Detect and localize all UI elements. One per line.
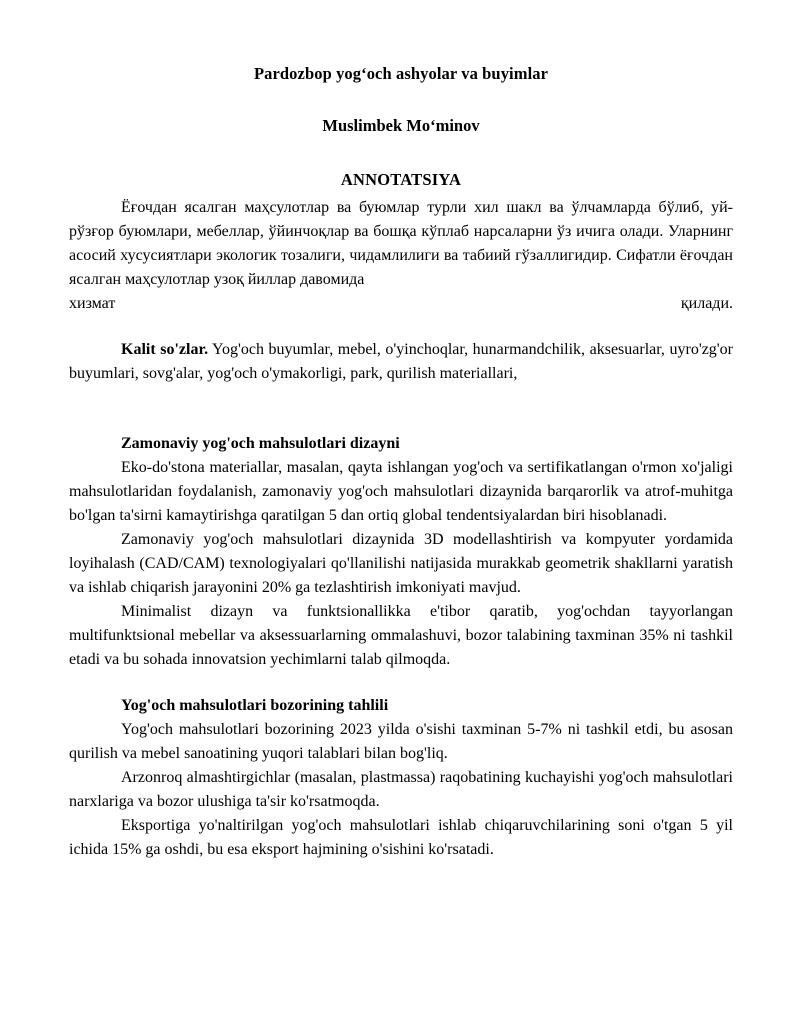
document-text-column <box>69 0 733 862</box>
spacer <box>69 316 733 338</box>
annotation-heading: ANNOTATSIYA <box>340 169 462 189</box>
keywords-list: Yog'och buyumlar, mebel, o'yinchoqlar, hunarmandchilik, aksesuarlar, uyro'zg'or buyumlari, sovg'alar, yog'och o'ymakorligi, park, qurilish materiallari, <box>69 340 734 382</box>
section-2-paragraph-2: Arzonroq almashtirgichlar (masalan, plastmassa) raqobatining kuchayishi yog'och mahsulotlari narxlariga va bozor ulushiga ta'sir ko'rsatmoqda. <box>69 768 733 810</box>
annotation-last-line-right: қилади. <box>680 294 733 312</box>
spacer <box>69 672 733 694</box>
section-1-paragraph-2: Zamonaviy yog'och mahsulotlari dizaynida 3D modellashtirish va kompyuter yordamida loyihalash (CAD/CAM) texnologiyalari qo'llanilishi natijasida murakkab geometrik shakllarni yaratish va ishlab chiqarish jarayonini 20% ga tezlashtirish imkoniyati mavjud. <box>69 530 733 596</box>
annotation-last-line-left: хизмат <box>69 294 116 312</box>
section-1-paragraph-3: Minimalist dizayn va funktsionallikka e'tibor qaratib, yog'ochdan tayyorlangan multifunktsional mebellar va aksessuarlarning ommalashuvi, bozor talabining taxminan 35% ni tashkil etadi va bu sohada innovatsion yechimlarni talab qilmoqda. <box>69 602 733 668</box>
section-2-paragraph-1: Yog'och mahsulotlari bozorining 2023 yilda o'sishi taxminan 5-7% ni tashkil etdi, bu asosan qurilish va mebel sanoatining yuqori talablari bilan bog'liq. <box>69 720 733 762</box>
page-title: Pardozbop yog‘och ashyolar va buyimlar <box>253 64 549 83</box>
section-2-paragraph-3: Eksportiga yo'naltirilgan yog'och mahsulotlari ishlab chiqaruvchilarining soni o'tgan 5 yil ichida 15% ga oshdi, bu esa eksport hajmining o'sishini ko'rsatadi. <box>69 816 733 858</box>
keywords-paragraph <box>69 338 733 386</box>
annotation-paragraph: Ёғочдан ясалган маҳсулотлар ва буюмлар турли хил шакл ва ўлчамларда бўлиб, уй-рўзғор буюмлари, мебеллар, ўйинчоқлар ва бошқа кўплаб нарсаларни ўз ичига олади. Уларнинг асосий хусусиятлари экологик тозалиги, чидамлилиги ва табиий гўзаллигидир. Сифатли ёғочдан ясалган маҳсулотлар узоқ йиллар давомида <box>69 198 733 288</box>
keywords-label: Kalit so'zlar. <box>121 340 209 358</box>
annotation-last-line <box>69 292 733 316</box>
spacer <box>69 386 733 432</box>
section-heading-design: Zamonaviy yog'och mahsulotlari dizayni <box>121 434 400 452</box>
section-1-paragraph-1: Eko-do'stona materiallar, masalan, qayta ishlangan yog'och va sertifikatlangan o'rmon xo'jaligi mahsulotlaridan foydalanish, zamonaviy yog'och mahsulotlari dizaynida barqarorlik va atrof-muhitga bo'lgan ta'sirni kamaytirishga qaratilgan 5 dan ortiq global tendentsiyalardan biri hisoblanadi. <box>69 458 733 524</box>
author-name: Muslimbek Mo‘minov <box>322 115 480 135</box>
section-heading-market: Yog'och mahsulotlari bozorining tahlili <box>121 696 389 714</box>
